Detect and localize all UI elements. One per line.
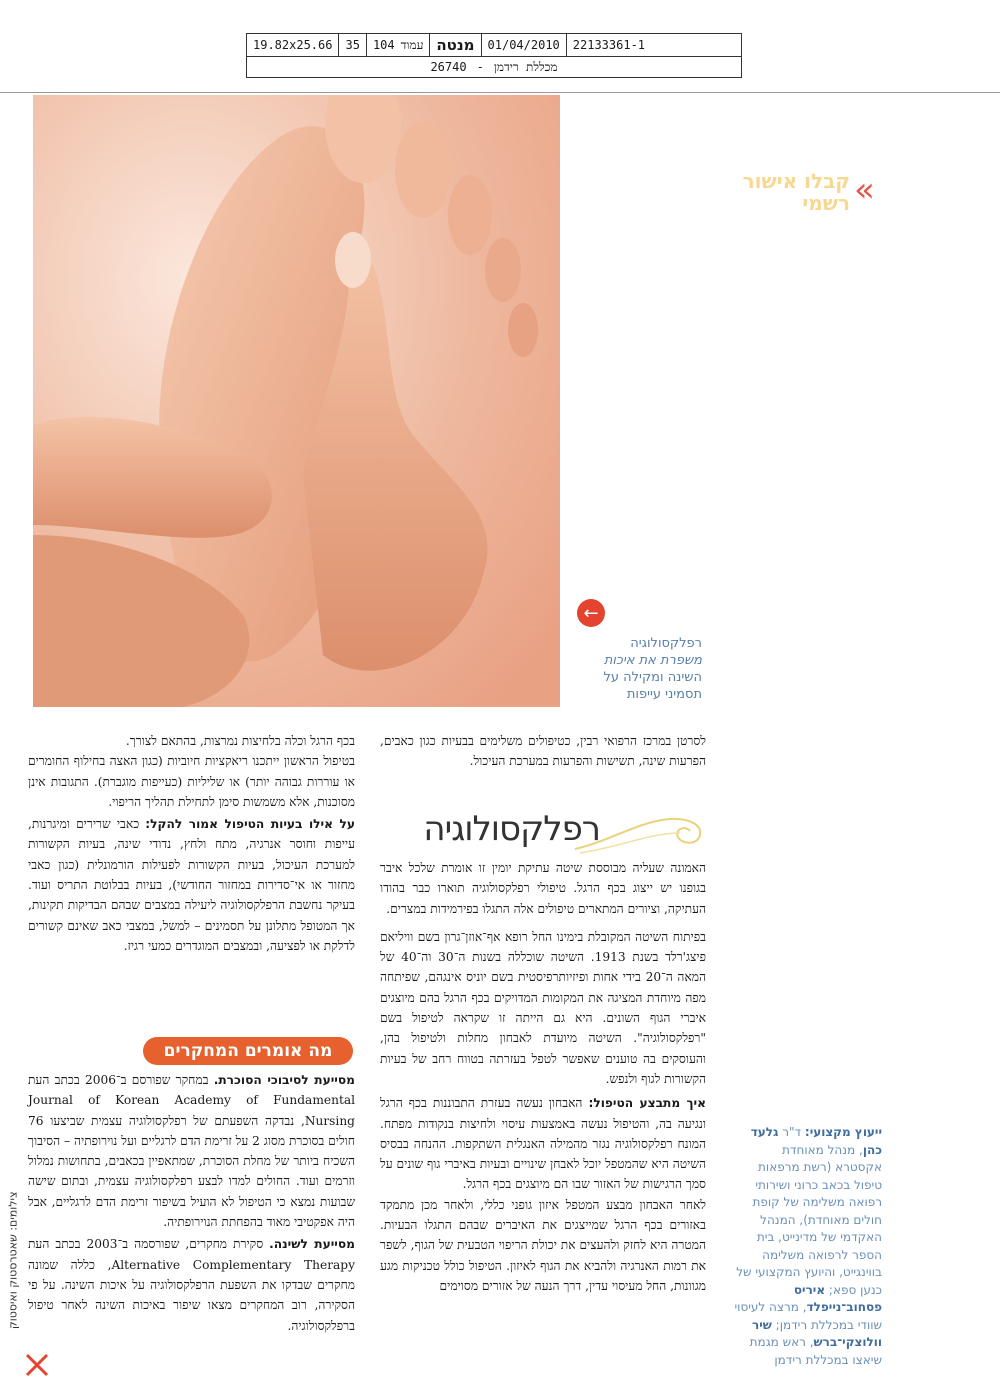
expert-title: ייעוץ מקצועי: <box>804 1125 882 1139</box>
photo-credit: צילומים: שאטרסטוק ואיסטוק <box>6 1191 20 1330</box>
paragraph-2: בפיתוח השיטה המקובלת בימינו החל רופא אף־אוזן־גרון בשם וויליאם פיצג'רלד בשנת 1913. השיטה שוכללה בשנות ה־30 וה־40 של המאה ה־20 בידי אחות ופיזיותרפיסטית בשם יוניס אינגהם, שפיתחה מפה מיוחדת המציגה את המקומות המדויקים בכף הרגל בהם מיוצגים איברי הגוף השונים. היא גם הייתה זו שקראה לטיפול בשם "רפלקסולוגיה". השיטה מיועדת לאבחון מחלות ולטיפול בהן, והעוסקים בה טוענים שאפשר לטפל בעזרתה בטווח רחב של בעיות הקשורות לגוף ולנפש. <box>380 929 706 1086</box>
foot-massage-photo <box>33 95 560 707</box>
expert-name1: גלעד כהן <box>750 1125 882 1157</box>
header-page-number: 104 <box>372 38 395 52</box>
clipping-header-row2 <box>247 57 741 77</box>
header-page-label: עמוד <box>400 37 424 52</box>
double-chevron-icon: « <box>854 170 875 210</box>
expert-desc1: , מנהל מאוחדת אקסטרא (רשת מרפאות טיפול בכאב כרוני ושירותי רפואה משלימה של קופת חולים מאוחדת), המנהל האקדמי של מדינייט, בית הספר לרפואה משלימה בווינגייט, והיועץ המקצועי של כנען ספא; <box>736 1142 882 1297</box>
heading-sleep: מסייעת לשינה. <box>269 1237 355 1252</box>
header-client: מכללת רידמן <box>493 59 558 74</box>
paragraph-b1: בכף הרגל וכלה בלחיצות נמרצות, בהתאם לצורך. <box>125 734 355 748</box>
sidebar-title <box>700 170 850 214</box>
header-client-id: 26740 <box>430 60 467 74</box>
heading-how: איך מתבצע הטיפול: <box>588 1096 707 1111</box>
header-publication: מנטה <box>430 34 481 56</box>
expert-desc2: , מרצה לעיסוי שוודי במכללת רידמן; <box>734 1300 882 1332</box>
caption-line3: השינה ומקילה על <box>603 670 702 685</box>
header-code: 22133361-1 <box>572 38 646 52</box>
header-page <box>367 34 430 56</box>
article-intro: לסרטן במרכז הרפואי רבין, כטיפולים משלימים בבעיות כגון כאבים, הפרעות שינה, תשישות והפרעות במערכת העיכול. <box>380 734 706 769</box>
section-heading <box>380 805 710 855</box>
header-size: 19.82x25.66 <box>247 34 339 56</box>
research-badge: מה אומרים המחקרים <box>143 1037 353 1065</box>
article-column-left-research <box>28 1070 355 1336</box>
clipping-header-row1 <box>247 34 741 57</box>
article-column-right <box>380 731 706 772</box>
header-date: 01/04/2010 <box>482 34 567 56</box>
expert-desc3: , ראש מגמת שיאצו במכללת רידמן <box>749 1335 882 1367</box>
paragraph-3 <box>380 1093 706 1194</box>
heading-diabetes: מסייעת לסיבוכי הסוכרת. <box>213 1073 355 1087</box>
paragraph-b5-text: סקירת מחקרים, שפורסמה ב־2003 בכתב העת Alternative Complementary Therapy, כללה שמונה מחקרים שבדקו את השפעת הרפלקסולוגיה על איכות השינה. על פי הסקירה, רוב המחקרים מצאו שיפור באיכות השינה לאחר טיפול ברפלקסולוגיה. <box>28 1237 355 1333</box>
expert-consultation <box>732 1124 882 1369</box>
expert-name3: שיר וולוצקי־ברש <box>751 1317 882 1349</box>
paragraph-4: לאחר האבחון מבצע המטפל איזון גופני כללי, ולאחר מכן מתמקד באזורים בכף הרגל שמייצגים את האיברים שבהם התגלו הבעיות. המטרה היא לחזק ולהעצים את יכולת הריפוי הטבעית של הגוף, לשפר את רמות האנרגיה ולהביא את הגוף לאיזון. הטיפול כולל טכניקות מגע מגוונות, החל מעיסוי עדין, דרך הנעה של אזורים מסוימים <box>380 1197 706 1293</box>
article-column-right-body <box>380 858 706 1296</box>
paragraph-b4-text: במחקר שפורסם ב־2006 בכתב העת Journal of Korean Academy of Fundamental Nursing, נבדקה השפעתם של רפלקסולוגיה עצמית שביצעו 76 חולים בסוכרת מסוג 2 על זרימת הדם לרגליים ועל נוירופתיה – הסיבוך השכיח ביותר של מחלת הסוכרת, שמתאפיין בכאבים, בתחושות נמלול וזרמים ועוד. החולים למדו לבצע רפלקסולוגיה עצמית, ובתום שישה שבועות נמצא כי הטיפול לא הועיל בשיפור זרימת הדם לרגליים, אבל היה אפקטיבי מאוד בהפחתת הנוירופתיה. <box>28 1073 355 1230</box>
expert-name2: איריס פסחוב־נייפלד <box>793 1282 882 1314</box>
paragraph-1: האמונה שעליה מבוססת שיטה עתיקת יומין זו אומרת שלכל איבר בגופנו יש ייצוג בכף הרגל. טיפולי רפלקסולוגיה תוארו כבר בהודו העתיקה, וציורים המתארים טיפולים אלה התגלו בפירמידות במצרים. <box>380 861 706 916</box>
foot-massage-illustration <box>33 95 560 707</box>
caption-line4: תסמיני עייפות <box>626 687 702 702</box>
section-title: רפלקסולוגיה <box>423 809 600 849</box>
caption-line2: משפרת את איכות <box>603 653 702 668</box>
paragraph-b3 <box>28 814 355 956</box>
heading-what: על אילו בעיות הטיפול אמור להקל: <box>145 817 355 832</box>
header-count: 35 <box>339 34 366 56</box>
page-top-rule <box>0 92 1000 93</box>
sidebar-title-line1: קבלו אישור <box>742 169 850 193</box>
expert-dr: ד"ר <box>782 1125 802 1139</box>
paragraph-b5 <box>28 1234 355 1335</box>
photo-caption <box>572 635 702 703</box>
end-mark-x-icon <box>24 1352 50 1378</box>
paragraph-3-text: האבחון נעשה בעזרת התבוננות בכף הרגל ונגיעה בה, והטיפול נעשה באמצעות עיסוי ולחיצות בנקודות מפתח. המונח רפלקסולוגיה נגזר מהמילה האנגלית השתקפות. ההנחה בבסיס השיטה היא שהמטפל יוכל לאבחן שינויים ובעיות באיברי גוף שונים על סמך הרגישות של האזור שבו הם מיוצגים בכף הרגל. <box>380 1096 706 1192</box>
clipping-header <box>246 33 742 78</box>
paragraph-b4 <box>28 1070 355 1232</box>
paragraph-b2: בטיפול הראשון ייתכנו ריאקציות חיוביות (כגון האצה בחילוף החומרים או עוררות גבוהה יותר) או שליליות (כעייפות מוגברת). התגובות אינן מסוכנות, אלא משמשות סימן לתחילת תהליך הריפוי. <box>28 754 355 809</box>
article-column-left <box>28 731 355 956</box>
header-separator: - <box>476 60 484 74</box>
caption-line1: רפלקסולוגיה <box>630 636 702 651</box>
left-arrow-icon: ← <box>577 599 605 627</box>
paragraph-b3-text: כאבי שרירים ומיגרנות, עייפות וחוסר אנרגיה, מתח ולחץ, נדודי שינה, בעיות הקשורות למערכת העיכול, בעיות הקשורות לפעילות הורמונלית (כגון כאבי מחזור או אי־סדירות במחזור החודשי), בעיות בבלוטת התריס ועוד. בעיקר נחשבת הרפלקסולוגיה ליעילה במצבים שבהם הבדיקות תקינות, אך המטופל מתלונן על תסמינים – למשל, במצבי כאב שאינם קשורים לדלקת או לפציעה, ובמצבים המוגדרים כמעי רגיז. <box>28 817 355 953</box>
sidebar-title-line2: רשמי <box>802 191 850 215</box>
